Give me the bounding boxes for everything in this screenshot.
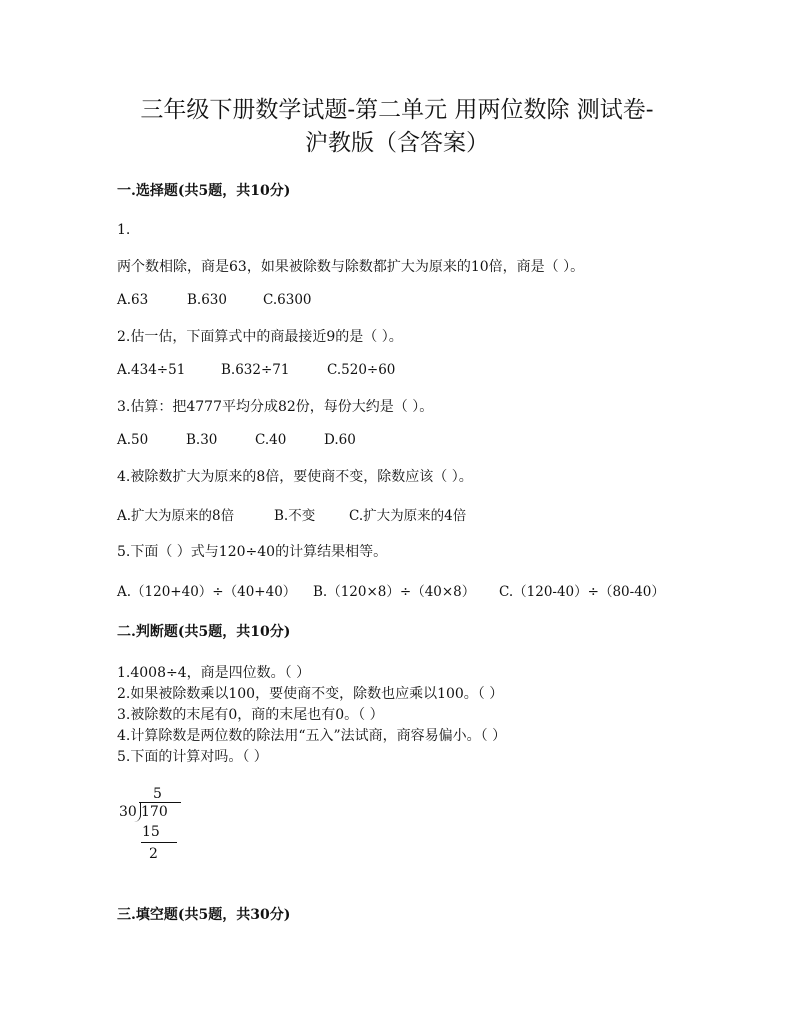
question-3-options <box>117 432 356 448</box>
question-3-text: 3.估算：把4777平均分成82份，每份大约是（ ）。 <box>117 399 434 415</box>
judgment-item-2: 2.如果被除数乘以100，要使商不变，除数也应乘以100。（ ） <box>117 686 504 702</box>
question-5-text: 5.下面（ ）式与120÷40的计算结果相等。 <box>117 544 388 560</box>
question-2-text: 2.估一估，下面算式中的商最接近9的是（ ）。 <box>117 329 403 345</box>
subtraction-line <box>141 842 177 843</box>
long-division-quotient: 5 <box>153 786 162 802</box>
question-5-options <box>117 580 665 600</box>
question-1-options <box>117 292 312 308</box>
judgment-item-3: 3.被除数的末尾有0，商的末尾也有0。（ ） <box>117 707 384 723</box>
judgment-item-5: 5.下面的计算对吗。（ ） <box>117 749 268 765</box>
option-b: B.30 <box>186 432 218 448</box>
option-a: A.扩大为原来的8倍 <box>117 508 235 524</box>
option-a: A.（120+40）÷（40+40） <box>117 584 297 600</box>
judgment-item-4: 4.计算除数是两位数的除法用“五入”法试商，商容易偏小。（ ） <box>117 728 507 744</box>
option-c: C.6300 <box>263 292 312 308</box>
option-d: D.60 <box>324 432 356 448</box>
division-bracket-line <box>139 802 181 803</box>
question-1-number: 1. <box>117 222 131 238</box>
option-b: B.630 <box>187 292 227 308</box>
long-division-figure <box>117 782 237 867</box>
option-c: C.（120-40）÷（80-40） <box>499 584 665 600</box>
document-title-line1: 三年级下册数学试题-第二单元 用两位数除 测试卷- <box>140 97 654 123</box>
long-division-remainder: 2 <box>149 846 158 862</box>
division-bracket-curve <box>134 802 141 822</box>
section-heading-judgment: 二.判断题(共5题，共10分) <box>117 624 291 640</box>
question-4-options <box>117 504 466 524</box>
option-c: C.40 <box>255 432 287 448</box>
long-division-dividend: 170 <box>141 804 168 820</box>
option-b: B.不变 <box>274 508 316 524</box>
long-division-divisor: 30 <box>119 804 137 820</box>
section-heading-fill-in: 三.填空题(共5题，共30分) <box>117 907 291 923</box>
question-2-options <box>117 362 395 378</box>
option-a: A.50 <box>117 432 149 448</box>
option-b: B.632÷71 <box>221 362 290 378</box>
option-c: C.扩大为原来的4倍 <box>349 508 467 524</box>
option-b: B.（120×8）÷（40×8） <box>313 584 476 600</box>
question-1-text: 两个数相除，商是63，如果被除数与除数都扩大为原来的10倍，商是（ ）。 <box>117 259 585 275</box>
document-title-line2: 沪教版（含答案） <box>305 130 489 156</box>
question-4-text: 4.被除数扩大为原来的8倍，要使商不变，除数应该（ ）。 <box>117 469 473 485</box>
section-heading-choice: 一.选择题(共5题，共10分) <box>117 183 291 199</box>
option-a: A.434÷51 <box>117 362 186 378</box>
option-c: C.520÷60 <box>327 362 396 378</box>
judgment-item-1: 1.4008÷4，商是四位数。（ ） <box>117 665 311 681</box>
option-a: A.63 <box>117 292 149 308</box>
long-division-product: 15 <box>142 824 160 840</box>
